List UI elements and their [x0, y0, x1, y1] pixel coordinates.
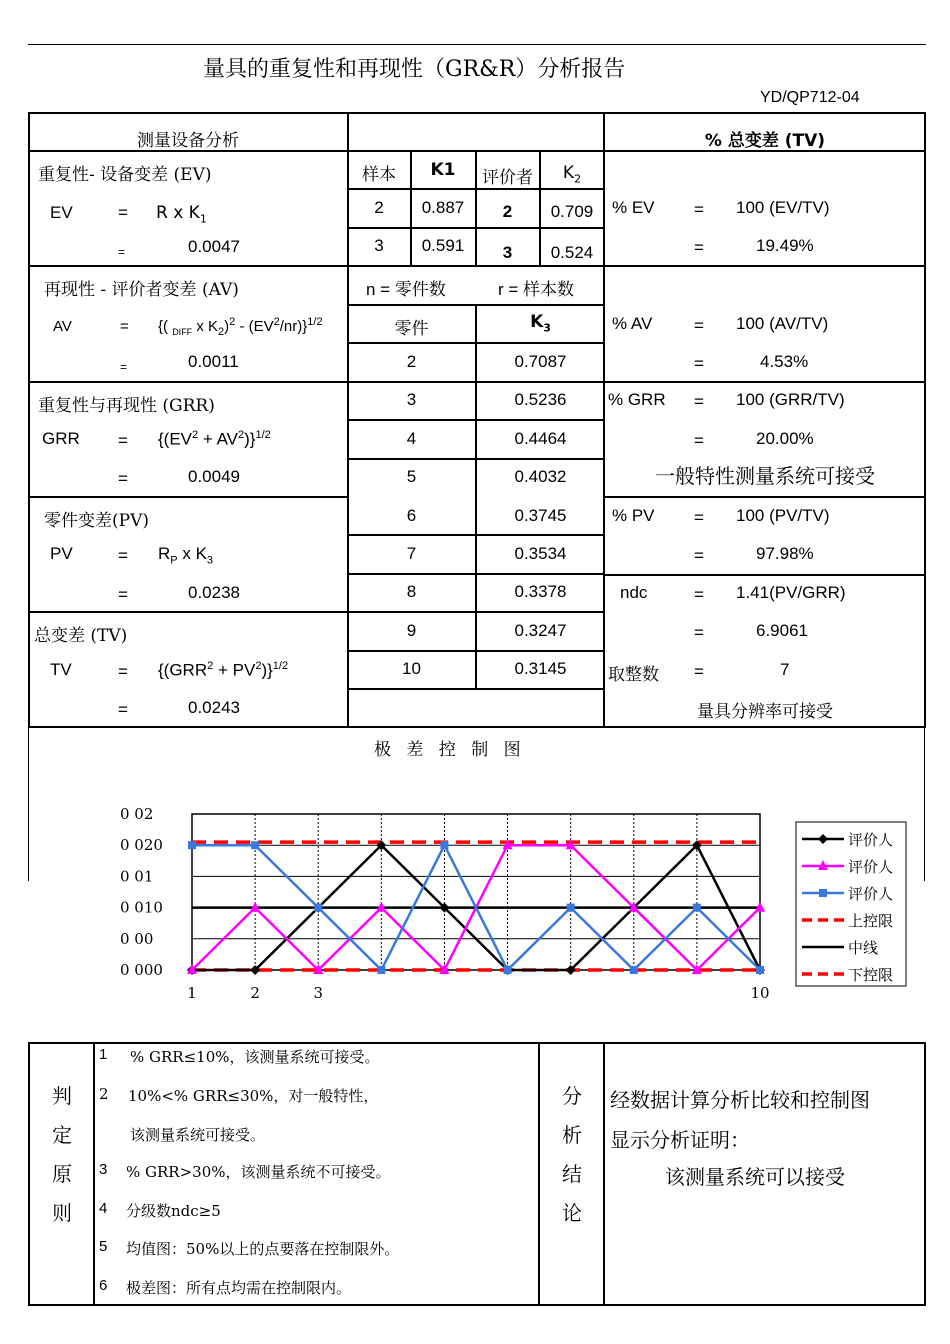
- legend-label-3: 评价人: [848, 885, 894, 903]
- conclusion-side-char: 结: [562, 1162, 582, 1186]
- ndc-round-label: 取整数: [608, 665, 659, 685]
- tv-value: 0.0243: [188, 698, 240, 717]
- eq-sign: =: [694, 392, 704, 411]
- conclusion-line: 显示分析证明：: [610, 1128, 750, 1152]
- tv-formula: $\{(GRR^2 + PV^2)\}^{1/2}$: [158, 660, 289, 680]
- y-tick-label: 0 00: [120, 929, 154, 948]
- legend-label-5: 中线: [848, 939, 879, 957]
- parts-cell: 4: [406, 429, 417, 448]
- x-tick-label: 3: [313, 984, 323, 1002]
- k3-cell: 0.4032: [514, 467, 567, 486]
- k3-cell: 0.5236: [514, 390, 567, 409]
- eq-sign: =: [694, 585, 704, 604]
- header-left: 测量设备分析: [137, 131, 239, 151]
- k1-cell: 0.887: [421, 198, 465, 217]
- pct-pv-label: % PV: [612, 506, 655, 525]
- eq-sign: =: [120, 360, 128, 374]
- tv-formula-label: TV: [50, 660, 72, 679]
- y-tick-label: 0 020: [120, 836, 163, 855]
- eq-sign: =: [694, 546, 704, 565]
- eq-sign: =: [694, 431, 704, 450]
- criteria-text: 极差图：所有点均需在控制限内。: [126, 1279, 352, 1297]
- eq-sign: =: [694, 662, 704, 681]
- pv-value: 0.0238: [188, 583, 240, 602]
- pct-grr-verdict: 一般特性测量系统可接受: [655, 464, 875, 488]
- col-k3: $K_3$: [530, 312, 551, 335]
- eq-sign: =: [118, 546, 128, 565]
- av-value: 0.0011: [188, 352, 239, 371]
- criteria-side-char: 判: [52, 1084, 72, 1108]
- data-point-square: [693, 904, 701, 912]
- k3-cell: 0.3534: [514, 544, 567, 563]
- criteria-side-char: 原: [52, 1162, 72, 1186]
- x-tick-label: 10: [750, 984, 770, 1002]
- pct-grr-value: 20.00%: [756, 429, 814, 448]
- pct-av-formula: 100 (AV/TV): [736, 314, 829, 333]
- criteria-num: 3: [99, 1161, 108, 1178]
- legend-label-6: 下控限: [848, 966, 894, 984]
- conclusion-side-char: 析: [562, 1123, 582, 1147]
- bottom-table-bottom: [28, 1304, 926, 1306]
- col-appraiser: 评价者: [482, 168, 533, 188]
- av-formula-label: AV: [53, 318, 72, 335]
- criteria-num: 6: [99, 1277, 108, 1294]
- sample-cell: 3: [374, 236, 384, 255]
- col-line: [538, 1042, 540, 1306]
- col-line: [924, 1042, 926, 1306]
- data-point-square: [567, 904, 575, 912]
- eq-sign: =: [694, 316, 704, 335]
- av-formula: {( $_{DIFF}$ x $K_2)^2 - (EV^2/nr)\}^{1/2}$: [158, 316, 323, 338]
- ev-eq: =: [118, 245, 126, 259]
- conclusion-side-char: 分: [562, 1084, 582, 1108]
- data-point-square: [251, 841, 259, 849]
- sample-cell: 2: [374, 198, 384, 217]
- parts-cell: 3: [406, 390, 417, 409]
- criteria-text: 该测量系统可接受。: [130, 1126, 266, 1144]
- appraiser-cell: 3: [502, 243, 513, 262]
- pct-ev-formula: 100 (EV/TV): [736, 198, 830, 217]
- criteria-text: % GRR>30%，该测量系统不可接受。: [126, 1163, 391, 1181]
- ev-formula-label: EV: [50, 203, 73, 222]
- col-parts: 零件: [394, 319, 429, 339]
- col-k1: K1: [430, 160, 456, 180]
- k3-cell: 0.3745: [514, 506, 567, 525]
- ndc-label: ndc: [620, 583, 648, 602]
- chart-title: 极 差 控 制 图: [374, 740, 523, 760]
- x-tick-label: 1: [187, 984, 197, 1002]
- conclusion-line: 该测量系统可以接受: [665, 1165, 845, 1189]
- pct-grr-formula: 100 (GRR/TV): [736, 390, 845, 409]
- k3-cell: 0.3247: [514, 621, 567, 640]
- grr-formula: $\{(EV^2 + AV^2)\}^{1/2}$: [158, 429, 271, 449]
- legend-label-4: 上控限: [848, 912, 894, 930]
- y-tick-label: 0 01: [120, 867, 154, 886]
- eq-sign: =: [694, 238, 704, 257]
- col-line: [603, 1042, 605, 1306]
- pv-heading: 零件变差(PV): [44, 511, 149, 531]
- parts-cell: 2: [406, 352, 417, 371]
- pct-pv-formula: 100 (PV/TV): [736, 506, 830, 525]
- pct-av-label: % AV: [612, 314, 653, 333]
- k3-cell: 0.4464: [514, 429, 567, 448]
- criteria-text: 10%<% GRR≤30%，对一般特性，: [128, 1087, 379, 1105]
- y-tick-label: 0 010: [120, 898, 163, 917]
- criteria-side-char: 定: [52, 1123, 72, 1147]
- k2-cell: 0.524: [550, 243, 594, 262]
- criteria-num: 5: [99, 1238, 108, 1255]
- col-line: [28, 1042, 30, 1306]
- ev-formula: R x $K_1$: [156, 203, 207, 226]
- ev-eq: =: [118, 203, 128, 222]
- legend-marker: [819, 889, 827, 897]
- ndc-round-value: 7: [780, 660, 790, 679]
- criteria-num: 2: [99, 1085, 109, 1103]
- parts-cell: 7: [406, 544, 417, 563]
- parts-cell: 10: [402, 659, 421, 678]
- doc-code: YD/QP712-04: [760, 89, 860, 106]
- pct-ev-label: % EV: [612, 198, 655, 217]
- parts-cell: 8: [406, 582, 417, 601]
- legend-label-1: 评价人: [848, 831, 894, 849]
- eq-sign: =: [120, 318, 129, 335]
- criteria-text: % GRR≤10%，该测量系统可接受。: [130, 1048, 380, 1066]
- eq-sign: =: [118, 662, 128, 681]
- eq-sign: =: [118, 585, 128, 604]
- grr-value: 0.0049: [188, 467, 240, 486]
- conclusion-line: 经数据计算分析比较和控制图: [610, 1088, 870, 1112]
- k3-cell: 0.3145: [514, 659, 567, 678]
- appraiser-cell: 2: [502, 202, 513, 221]
- criteria-num: 1: [99, 1046, 108, 1063]
- eq-sign: =: [694, 623, 704, 642]
- tv-heading: 总变差 (TV): [34, 626, 128, 646]
- bottom-table-top: [28, 1042, 926, 1044]
- data-point-square: [504, 966, 512, 974]
- pv-formula: $R_P$ x $K_3$: [158, 544, 214, 567]
- eq-sign: =: [694, 200, 704, 219]
- pct-pv-value: 97.98%: [756, 544, 814, 563]
- grr-formula-label: GRR: [42, 429, 80, 448]
- grr-heading: 重复性与再现性 (GRR): [38, 396, 215, 416]
- eq-sign: =: [118, 700, 128, 719]
- parts-cell: 5: [406, 467, 417, 486]
- ndc-value: 6.9061: [756, 621, 808, 640]
- ndc-formula: 1.41(PV/GRR): [736, 583, 846, 602]
- data-point-square: [314, 904, 322, 912]
- eq-sign: =: [694, 508, 704, 527]
- conclusion-side-char: 论: [562, 1201, 582, 1225]
- ndc-verdict: 量具分辨率可接受: [697, 702, 833, 722]
- criteria-text: 分级数ndc≥5: [126, 1202, 221, 1220]
- pct-grr-label: % GRR: [608, 390, 666, 409]
- eq-sign: =: [694, 354, 704, 373]
- criteria-side-char: 则: [52, 1201, 72, 1225]
- col-sample: 样本: [362, 165, 396, 185]
- legend-label-2: 评价人: [848, 858, 894, 876]
- ev-heading: 重复性- 设备变差 (EV): [38, 165, 212, 185]
- pct-av-value: 4.53%: [760, 352, 809, 371]
- data-point-square: [377, 966, 385, 974]
- data-point-square: [756, 966, 764, 974]
- k1-cell: 0.591: [421, 236, 465, 255]
- data-point-square: [440, 841, 448, 849]
- y-tick-label: 0 000: [120, 961, 163, 979]
- r-def: r = 样本数: [498, 280, 575, 299]
- x-tick-label: 2: [250, 984, 260, 1002]
- header-right: % 总变差 (TV): [704, 131, 826, 151]
- k3-cell: 0.7087: [514, 352, 567, 371]
- parts-cell: 6: [406, 506, 417, 525]
- criteria-text: 均值图：50%以上的点要落在控制限外。: [126, 1240, 400, 1258]
- eq-sign: =: [118, 469, 128, 488]
- pv-formula-label: PV: [50, 544, 73, 563]
- criteria-num: 4: [99, 1200, 108, 1217]
- col-k2: $K_2$: [562, 163, 582, 186]
- data-point-square: [188, 841, 196, 849]
- data-point-square: [630, 966, 638, 974]
- y-tick-label: 0 02: [120, 805, 154, 823]
- col-line: [93, 1042, 95, 1306]
- n-def: n = 零件数: [366, 280, 446, 299]
- av-heading: 再现性 - 评价者变差 (AV): [44, 280, 239, 300]
- ev-value: 0.0047: [188, 237, 240, 256]
- parts-cell: 9: [406, 621, 417, 640]
- page-title: 量具的重复性和再现性（GR&R）分析报告: [203, 57, 626, 82]
- eq-sign: =: [118, 431, 128, 450]
- k3-cell: 0.3378: [514, 582, 567, 601]
- pct-ev-value: 19.49%: [756, 236, 814, 255]
- k2-cell: 0.709: [550, 202, 594, 221]
